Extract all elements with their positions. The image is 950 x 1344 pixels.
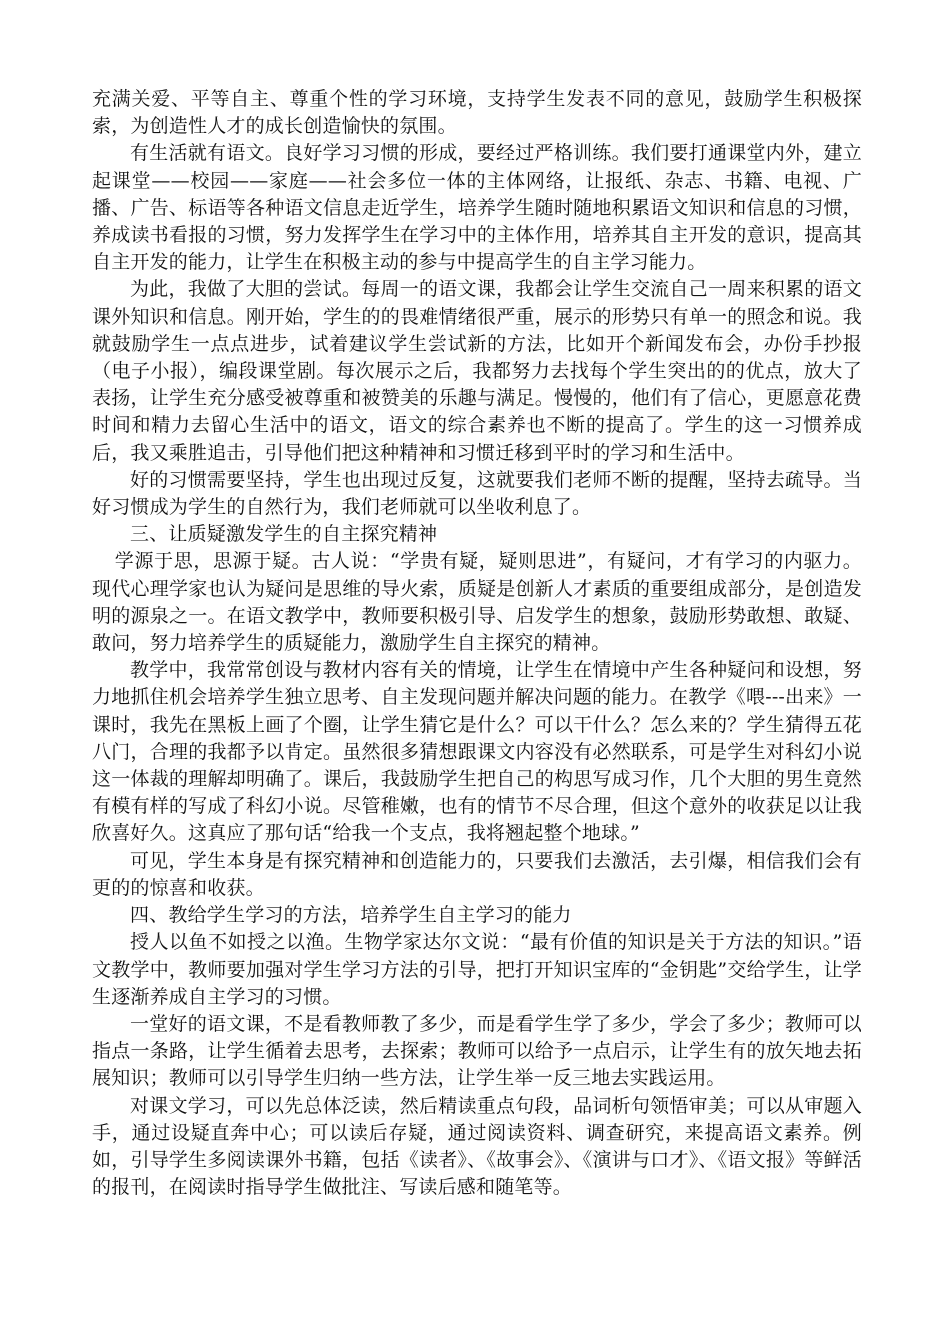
paragraph-3: 为此，我做了大胆的尝试。每周一的语文课，我都会让学生交流自己一周来积累的语文课外知识和信息。刚开始，学生的的畏难情绪很严重，展示的形势只有单一的照念和说。我就鼓励学生一点点进步，试着建议学生尝试新的方法，比如开个新闻发布会，办份手抄报（电子小报），编段课堂剧。每次展示之后，我都努力去找每个学生突出的的优点，放大了表扬，让学生充分感受被尊重和被赞美的乐趣与满足。慢慢的，他们有了信心，更愿意花费时间和精力去留心生活中的语文，语文的综合素养也不断的提高了。学生的这一习惯养成后，我又乘胜追击，引导他们把这种精神和习惯迁移到平时的学习和生活中。 [92,278,862,464]
paragraph-2: 有生活就有语文。良好学习习惯的形成，要经过严格训练。我们要打通课堂内外，建立起课堂——校园——家庭——社会多位一体的主体网络，让报纸、杂志、书籍、电视、广播、广告、标语等各种语文信息走近学生，培养学生随时随地积累语文知识和信息的习惯，养成读书看报的习惯，努力发挥学生在学习中的主体作用，培养其自主开发的意识，提高其自主开发的能力，让学生在积极主动的参与中提高学生的自主学习能力。 [92,142,862,274]
section-heading-3: 三、让质疑激发学生的自主探究精神 [130,523,438,546]
paragraph-1: 充满关爱、平等自主、尊重个性的学习环境，支持学生发表不同的意见，鼓励学生积极探索，为创造性人才的成长创造愉快的氛围。 [92,88,862,138]
paragraph-4: 好的习惯需要坚持，学生也出现过反复，这就要我们老师不断的提醒，坚持去疏导。当好习惯成为学生的自然行为，我们老师就可以坐收利息了。 [92,468,862,519]
paragraph-10: 对课文学习，可以先总体泛读，然后精读重点句段，品词析句领悟审美；可以从审题入手，通过设疑直奔中心；可以读后存疑，通过阅读资料、调查研究，来提高语文素养。例如，引导学生多阅读课外书籍，包括《读者》、《故事会》、《演讲与口才》、《语文报》等鲜活的报刊，在阅读时指导学生做批注、写读后感和随笔等。 [92,1094,862,1199]
paragraph-7: 可见，学生本身是有探究精神和创造能力的，只要我们去激活，去引爆，相信我们会有更的的惊喜和收获。 [92,849,862,899]
section-heading-4: 四、教给学生学习的方法，培养学生自主学习的能力 [130,904,572,927]
paragraph-5: 学源于思，思源于疑。古人说：“学贵有疑，疑则思进”，有疑问，才有学习的内驱力。现代心理学家也认为疑问是思维的导火索，质疑是创新人才素质的重要组成部分，是创造发明的源泉之一。在语文教学中，教师要积极引导、启发学生的想象，鼓励形势敢想、敢疑、敢问，努力培养学生的质疑能力，激励学生自主探究的精神。 [92,550,862,655]
paragraph-9: 一堂好的语文课，不是看教师教了多少，而是看学生学了多少，学会了多少；教师可以指点一条路，让学生循着去思考，去探索；教师可以给予一点启示，让学生有的放矢地去拓展知识；教师可以引导学生归纳一些方法，让学生举一反三地去实践运用。 [92,1012,862,1090]
paragraph-8: 授人以鱼不如授之以渔。生物学家达尔文说：“最有价值的知识是关于方法的知识。”语文教学中，教师要加强对学生学习方法的引导，把打开知识宝库的“金钥匙”交给学生，让学生逐渐养成自主学习的习惯。 [92,931,862,1008]
document-page [92,86,862,1201]
paragraph-6: 教学中，我常常创设与教材内容有关的情境，让学生在情境中产生各种疑问和设想，努力地抓住机会培养学生独立思考、自主发现问题并解决问题的能力。在教学《喂---出来》一课时，我先在黑板上画了个圈，让学生猜它是什么？可以干什么？怎么来的？学生猜得五花八门，合理的我都予以肯定。虽然很多猜想跟课文内容没有必然联系，可是学生对科幻小说这一体裁的理解却明确了。课后，我鼓励学生把自己的构思写成习作，几个大胆的男生竟然有模有样的写成了科幻小说。尽管稚嫩，也有的情节不尽合理，但这个意外的收获足以让我欣喜好久。这真应了那句话“给我一个支点，我将翘起整个地球。” [92,659,862,845]
